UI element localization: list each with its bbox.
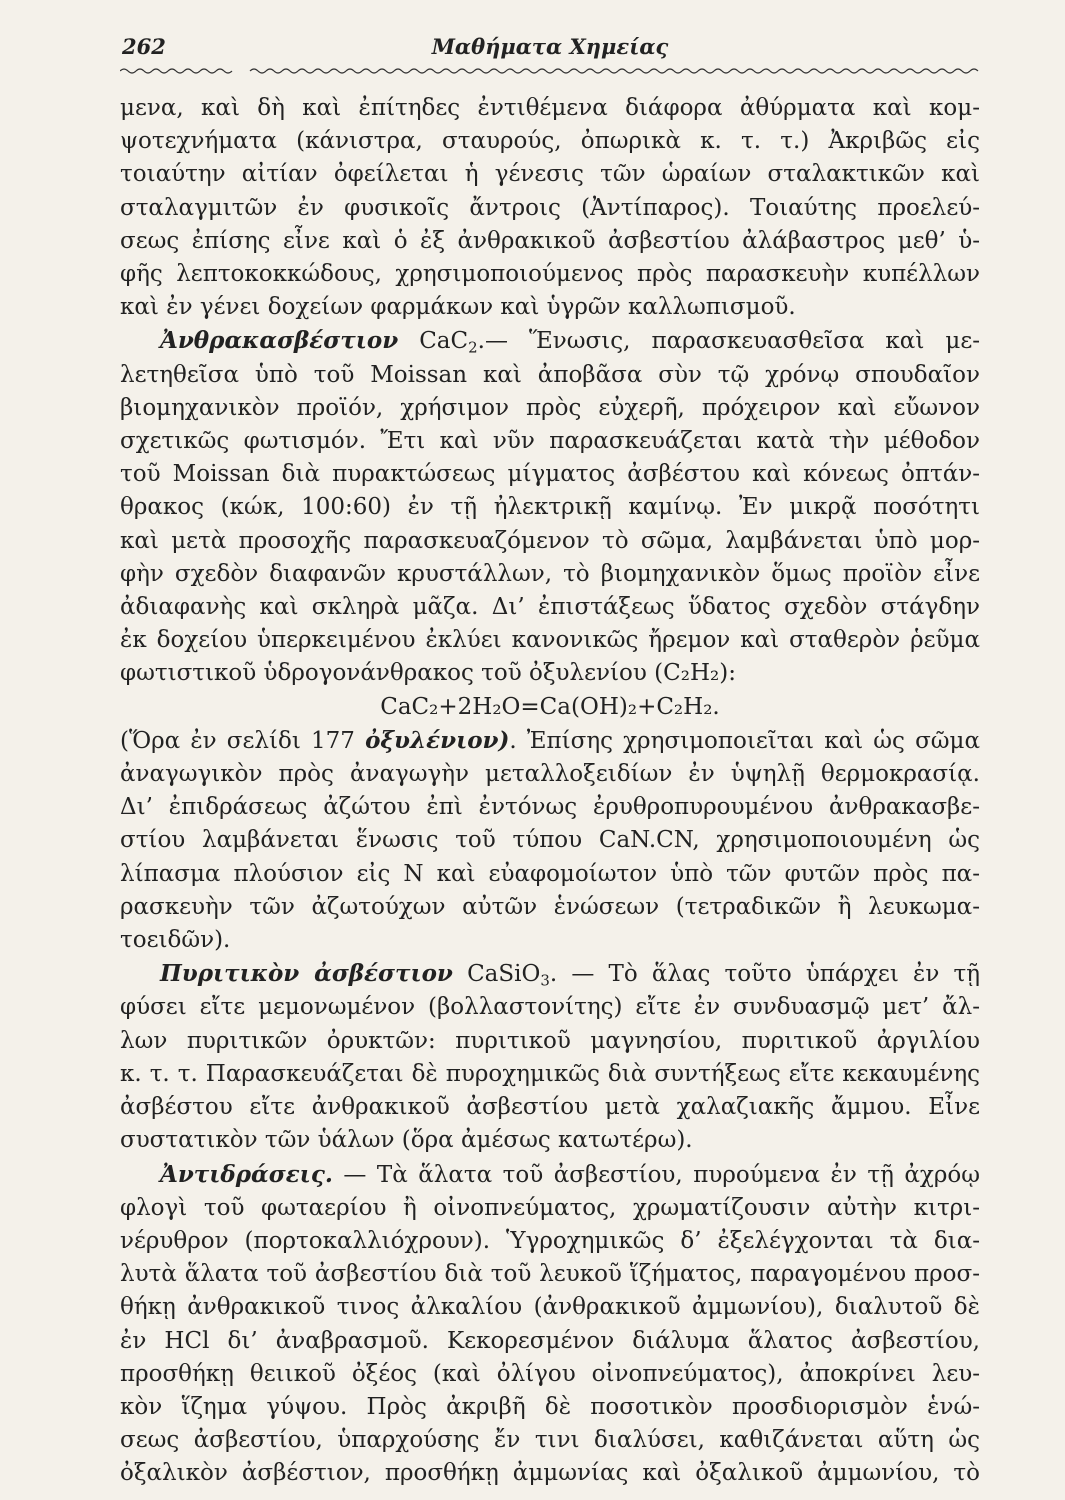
line-text: λων πυριτικῶν ὀρυκτῶν: πυριτικοῦ μαγνησίου, πυριτικοῦ ἀργιλίου — [120, 1027, 980, 1054]
header-wavy-rule — [120, 66, 982, 76]
formula-subscript: 3 — [540, 971, 550, 990]
text-line — [120, 1058, 980, 1091]
text-line — [120, 425, 980, 458]
text-line — [120, 891, 980, 924]
text-line — [120, 858, 980, 891]
line-text: Δι’ ἐπιδράσεως ἀζώτου ἐπὶ ἐντόνως ἐρυθροπυρουμένου ἀνθρακασβε- — [120, 794, 980, 821]
line-text: σεως ἀσβεστίου, ὑπαρχούσης ἔν τινι διαλύσει, καθιζάνεται αὕτη ὡς — [120, 1427, 980, 1454]
line-text: βιομηχανικὸν προϊόν, χρήσιμον πρὸς εὐχερῆ, πρόχειρον καὶ εὔωνον — [120, 394, 980, 421]
text-line — [120, 624, 980, 657]
line-text: — Τὰ ἅλατα τοῦ ἀσβεστίου, πυρούμενα ἐν τῇ ἀχρόῳ — [343, 1161, 980, 1188]
text-line — [120, 1124, 980, 1157]
text-line — [120, 1457, 980, 1490]
text-line — [120, 458, 980, 491]
text-line — [120, 758, 980, 791]
text-line — [120, 291, 980, 324]
line-text: θήκῃ ἀνθρακικοῦ τινος ἀλκαλίου (ἀνθρακικοῦ ἀμμωνίου), διαλυτοῦ δὲ — [120, 1294, 980, 1321]
line-text: προσθήκῃ θειικοῦ ὀξέος (καὶ ὀλίγου οἰνοπνεύματος), ἀποκρίνει λευ- — [120, 1360, 980, 1387]
running-title: Μαθήματα Χημείας — [431, 34, 669, 59]
line-text: τοειδῶν). — [120, 927, 231, 954]
line-text: φῆς λεπτοκοκκώδους, χρησιμοποιούμενος πρὸς παρασκευὴν κυπέλλων — [120, 261, 980, 288]
chemical-formula: CaSiO — [467, 961, 541, 988]
text-line — [120, 359, 980, 392]
text-line — [120, 1325, 980, 1358]
text-line — [120, 225, 980, 258]
line-text: καὶ ἐν γένει δοχείων φαρμάκων καὶ ὑγρῶν καλλωπισμοῦ. — [120, 294, 796, 321]
page-header — [120, 28, 980, 68]
text-line — [120, 1424, 980, 1457]
section-heading-line — [120, 957, 980, 991]
line-text: ὀξαλικὸν ἀσβέστιον, προσθήκῃ ἀμμωνίας καὶ ὀξαλικοῦ ἀμμωνίου, τὸ — [120, 1460, 980, 1487]
section-heading: Ἀνθρακασβέστιον — [160, 327, 399, 355]
text-line — [120, 1225, 980, 1258]
text-line — [120, 392, 980, 425]
line-text: συστατικὸν τῶν ὑάλων (ὅρα ἀμέσως κατωτέρω). — [120, 1127, 693, 1154]
text-line — [120, 525, 980, 558]
line-text: CaC₂+2H₂O=Ca(OH)₂+C₂H₂. — [380, 693, 720, 720]
text-line — [120, 1358, 980, 1391]
text-line — [120, 791, 980, 824]
text-line — [120, 824, 980, 857]
text-line — [120, 657, 980, 690]
line-text: ἐν HCl δι’ ἀναβρασμοῦ. Κεκορεσμένον διάλυμα ἅλατος ἀσβεστίου, — [120, 1327, 980, 1354]
text-line — [120, 1291, 980, 1324]
section-heading: Ἀντιδράσεις. — [160, 1160, 333, 1188]
line-text: φύσει εἴτε μεμονωμένον (βολλαστονίτης) εἴτε ἐν συνδυασμῷ μετ’ ἄλ- — [120, 994, 980, 1021]
text-line — [120, 1091, 980, 1124]
text-line — [120, 924, 980, 957]
line-text: κὸν ἵζημα γύψου. Πρὸς ἀκριβῆ δὲ ποσοτικὸν προσδιορισμὸν ἑνώ- — [120, 1393, 980, 1420]
line-text: λίπασμα πλούσιον εἰς N καὶ εὐαφομοίωτον ὑπὸ τῶν φυτῶν πρὸς πα- — [120, 860, 980, 887]
text-line — [120, 1025, 980, 1058]
section-heading: Πυριτικὸν ἀσβέστιον — [160, 960, 453, 988]
text-line — [120, 125, 980, 158]
text-line — [120, 724, 980, 758]
text-line — [120, 591, 980, 624]
line-text: στίου λαμβάνεται ἕνωσις τοῦ τύπου CaN.CN, χρησιμοποιουμένη ὡς — [120, 827, 980, 854]
line-text: ἀδιαφανὴς καὶ σκληρὰ μᾶζα. Δι’ ἐπιστάξεως ὕδατος σχεδὸν στάγδην — [120, 594, 980, 621]
text-line — [120, 92, 980, 125]
text-line — [120, 258, 980, 291]
text-line — [120, 1192, 980, 1225]
text-line — [120, 491, 980, 524]
line-text: φλογὶ τοῦ φωταερίου ἢ οἰνοπνεύματος, χρωματίζουσιν αὐτὴν κιτρι- — [120, 1194, 980, 1221]
line-text: λυτὰ ἅλατα τοῦ ἀσβεστίου διὰ τοῦ λευκοῦ ἵζήματος, παραγομένου προσ- — [120, 1261, 980, 1288]
line-text: φωτιστικοῦ ὑδρογονάνθρακος τοῦ ὀξυλενίου (C₂H₂): — [120, 660, 736, 687]
text-line — [120, 558, 980, 591]
line-text: . Ἐπίσης χρησιμοποιεῖται καὶ ὡς σῶμα — [509, 727, 980, 754]
line-text: τοιαύτην αἰτίαν ὀφείλεται ἡ γένεσις τῶν ὡραίων σταλακτικῶν καὶ — [120, 161, 980, 188]
cross-reference: ὀξυλένιον) — [365, 726, 510, 754]
chemical-formula: CaC — [419, 328, 469, 355]
line-text: . — Τὸ ἅλας τοῦτο ὑπάρχει ἐν τῇ — [549, 961, 981, 988]
line-text: τοῦ Moissan διὰ πυρακτώσεως μίγματος ἀσβέστου καὶ κόνεως ὀπτάν- — [120, 461, 980, 488]
page-number: 262 — [122, 34, 166, 59]
formula-subscript: 2 — [468, 338, 478, 357]
line-text: .— Ἕνωσις, παρασκευασθεῖσα καὶ με- — [477, 328, 981, 355]
line-prefix: (Ὅρα ἐν σελίδι 177 — [120, 727, 366, 754]
text-line — [120, 158, 980, 191]
line-text: ἐκ δοχείου ὑπερκειμένου ἐκλύει κανονικῶς ἤρεμον καὶ σταθερὸν ῥεῦμα — [120, 627, 980, 654]
line-text: σχετικῶς φωτισμόν. Ἔτι καὶ νῦν παρασκευάζεται κατὰ τὴν μέθοδον — [120, 428, 980, 455]
section-heading-line — [120, 324, 980, 358]
section-heading-line — [120, 1158, 980, 1192]
line-text: νέρυθρον (πορτοκαλλιόχρουν). Ὑγροχημικῶς δ’ ἐξελέγχονται τὰ δια- — [120, 1227, 980, 1254]
line-text: λετηθεῖσα ὑπὸ τοῦ Moissan καὶ ἀποβᾶσα σὺν τῷ χρόνῳ σπουδαῖον — [120, 361, 980, 388]
line-text: ἀσβέστου εἴτε ἀνθρακικοῦ ἀσβεστίου μετὰ χαλαζιακῆς ἄμμου. Εἶνε — [120, 1094, 980, 1121]
line-text: καὶ μετὰ προσοχῆς παρασκευαζόμενον τὸ σῶμα, λαμβάνεται ὑπὸ μορ- — [120, 527, 980, 554]
line-text: μενα, καὶ δὴ καὶ ἐπίτηδες ἐντιθέμενα διάφορα ἀθύρματα καὶ κομ- — [120, 95, 980, 121]
text-line — [120, 691, 980, 724]
line-text: ρασκευὴν τῶν ἀζωτούχων αὐτῶν ἑνώσεων (τετραδικῶν ἢ λευκωμα- — [120, 893, 980, 920]
line-text: κ. τ. τ. Παρασκευάζεται δὲ πυροχημικῶς διὰ συντήξεως εἴτε κεκαυμένης — [120, 1060, 980, 1087]
line-text: σταλαγμιτῶν ἐν φυσικοῖς ἄντροις (Ἀντίπαρος). Τοιαύτης προελεύ- — [120, 194, 980, 221]
line-text: σεως ἐπίσης εἶνε καὶ ὁ ἐξ ἀνθρακικοῦ ἀσβεστίου ἀλάβαστρος μεθ’ ὑ- — [120, 227, 980, 254]
line-text: φὴν σχεδὸν διαφανῶν κρυστάλλων, τὸ βιομηχανικὸν ὅμως προϊὸν εἶνε — [120, 560, 980, 587]
text-line — [120, 991, 980, 1024]
line-text: ψοτεχνήματα (κάνιστρα, σταυρούς, ὀπωρικὰ κ. τ. τ.) Ἀκριβῶς εἰς — [120, 128, 980, 155]
text-line — [120, 1258, 980, 1291]
text-line — [120, 1391, 980, 1424]
line-text: ἀναγωγικὸν πρὸς ἀναγωγὴν μεταλλοξειδίων ἐν ὑψηλῇ θερμοκρασίᾳ. — [120, 761, 980, 788]
line-text: θρακος (κώκ, 100:60) ἐν τῇ ἠλεκτρικῇ καμίνῳ. Ἐν μικρᾷ ποσότητι — [120, 494, 980, 521]
text-line — [120, 192, 980, 225]
page-body — [120, 92, 980, 1491]
